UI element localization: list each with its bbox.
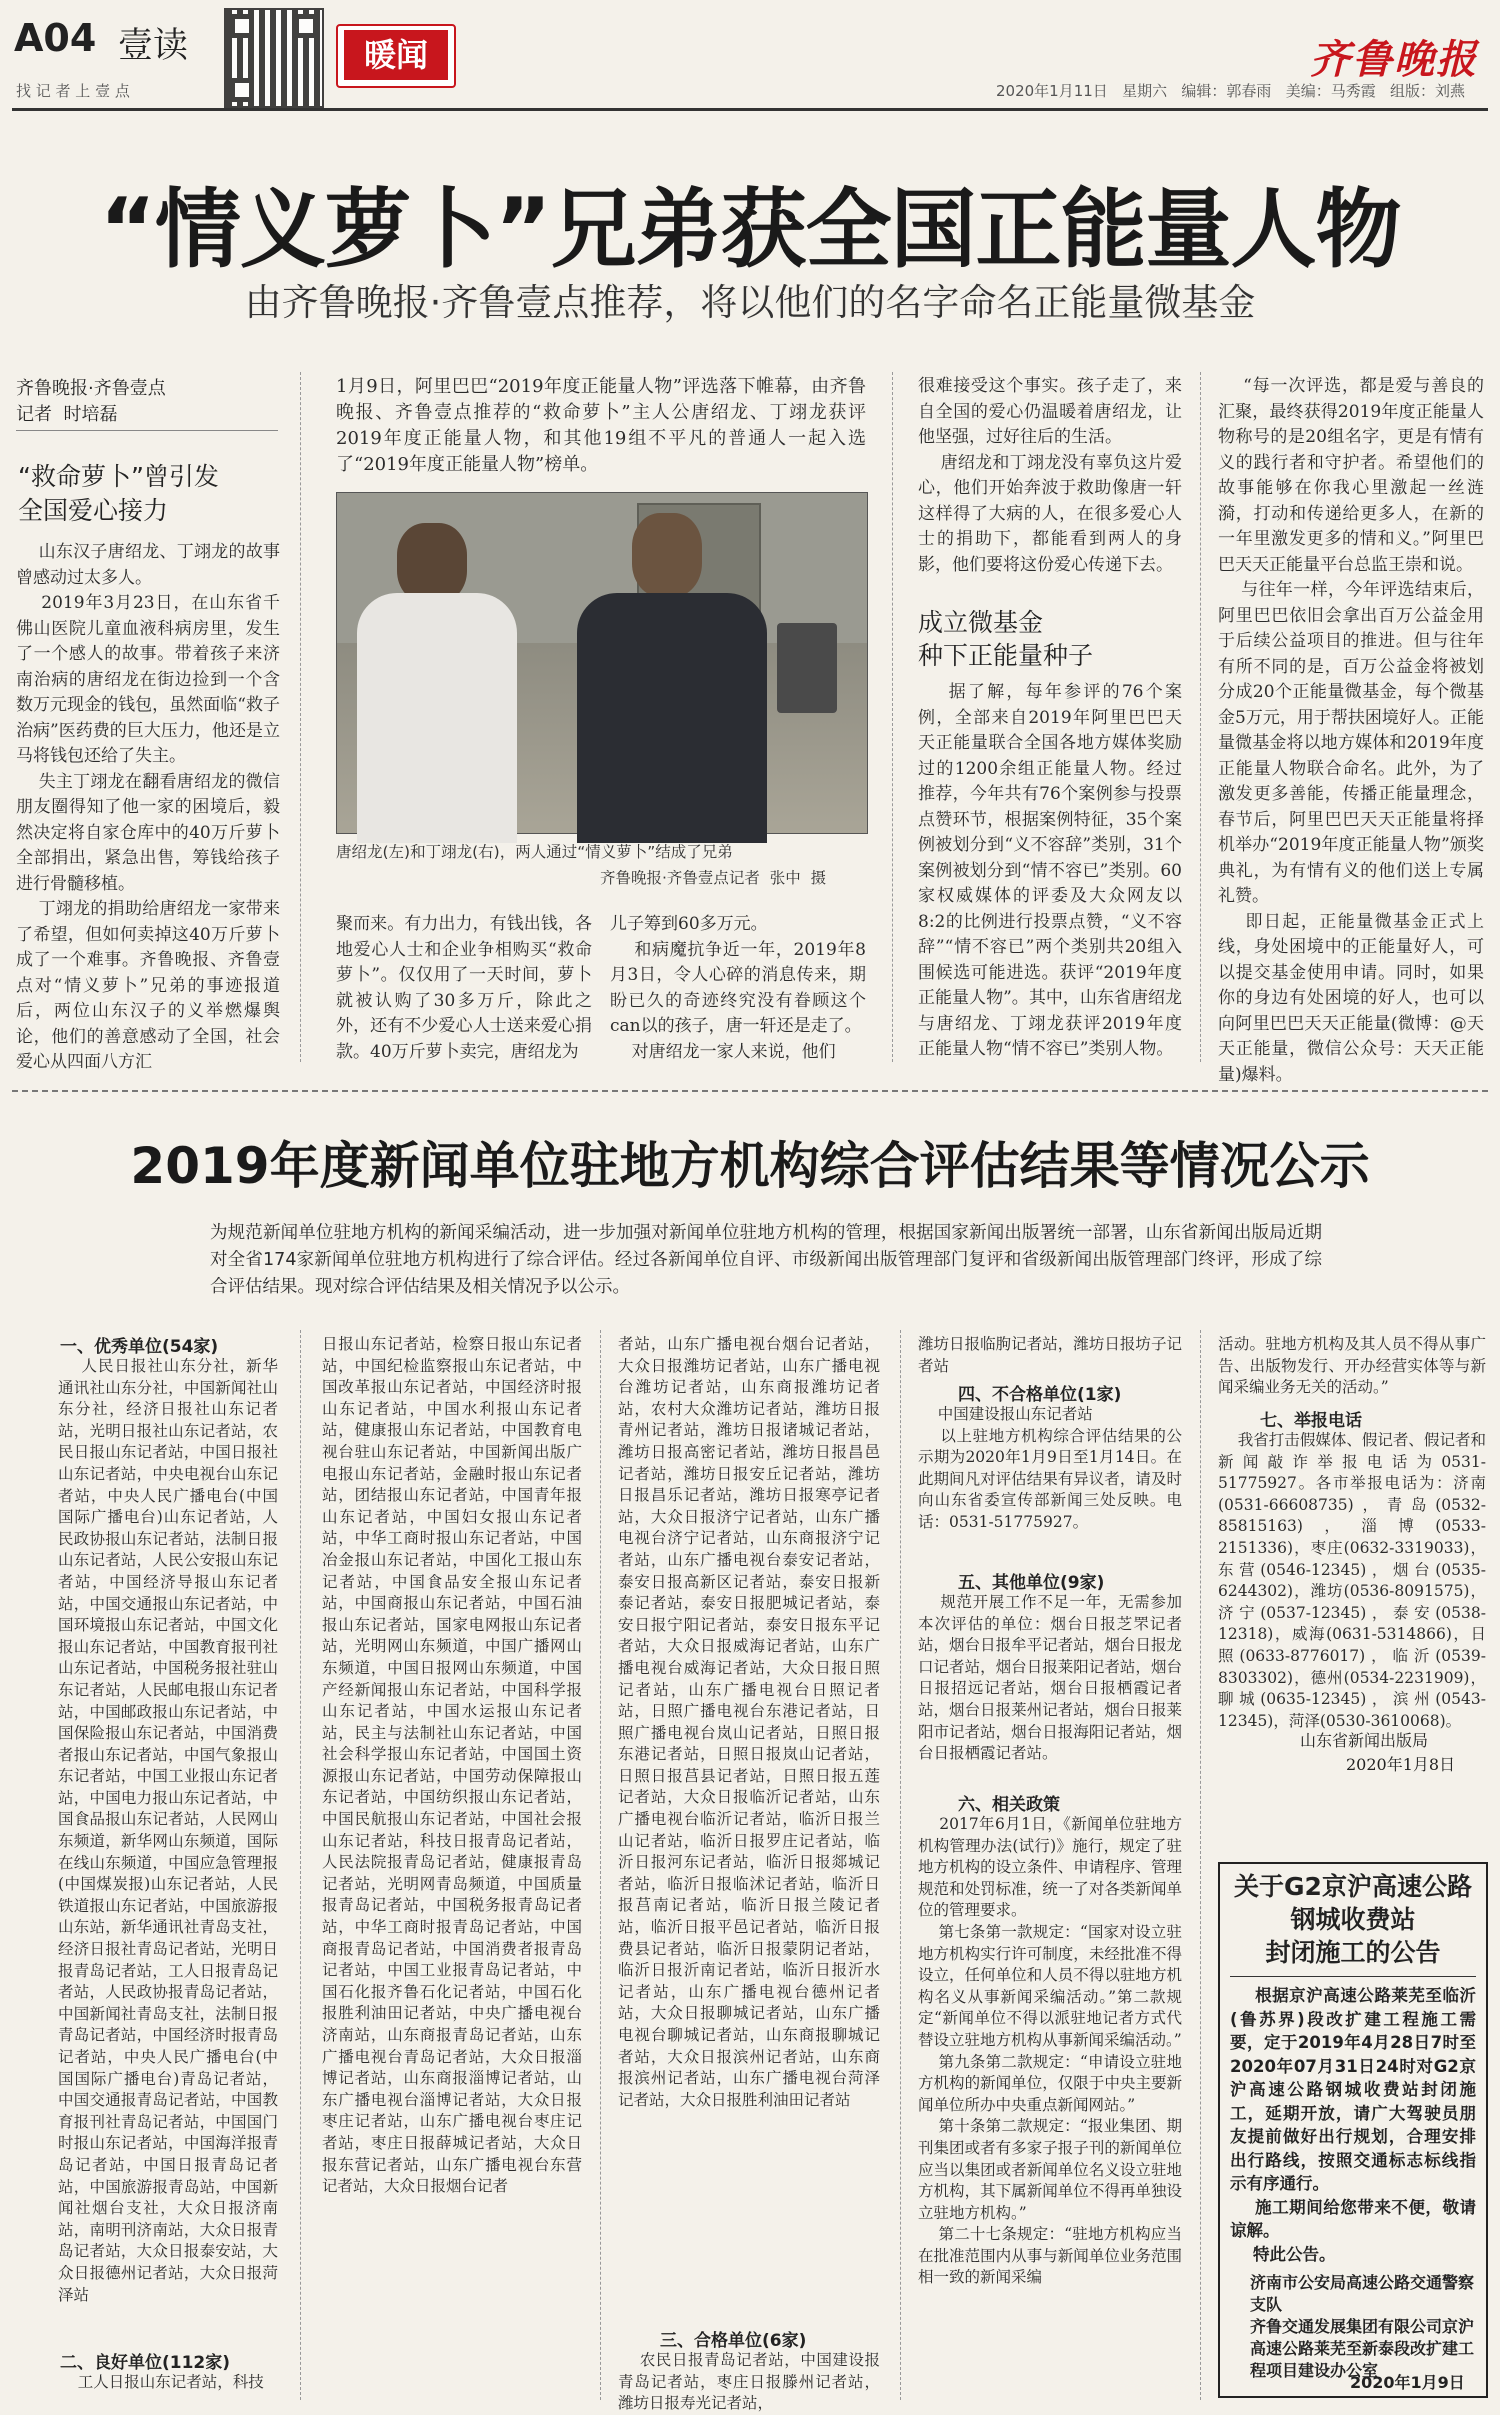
person-right <box>632 513 702 597</box>
byline-outlet: 齐鲁晚报·齐鲁壹点 <box>16 378 166 399</box>
subheading-1: “救命萝卜”曾引发 全国爱心接力 <box>18 462 219 525</box>
story-separator <box>12 1090 1488 1092</box>
brand-logo: 齐鲁晚报 <box>1310 36 1478 83</box>
policy-text-cont: 活动。驻地方机构及其人员不得从事广告、出版物发行、开办经营实体等与新闻采编业务无关的活动。” <box>1218 1335 1486 1397</box>
story1-column-4-bottom: 据了解，每年参评的76个案例，全部来自2019年阿里巴巴天天正能量联合全国各地方媒体奖励过的1200余组正能量人物。经过推荐，今年共有76个案例参与投票点赞环节，根据案例特征，35个案例被划分到“义不容辞”类别，31个案例被划分到“情不容已”类别。60家权威媒体的评委及大众网友以8:2的比例进行投票点赞，“义不容辞”“情不容已”两个类别共20组入围候选可能进选。获评“2019年度正能量人物”。其中，山东省唐绍龙与唐绍龙、丁翊龙获评2019年度正能量人物“情不容已”类别人物。 <box>918 682 1182 1059</box>
story1-column-3-bottom: 儿子筹到60多万元。 和病魔抗争近一年，2019年8月3日，令人心碎的消息传来，期盼已久的奇迹终究没有眷顾这个can以的孩子，唐一轩还是走了。 对唐绍龙一家人来说，他们 <box>610 914 866 1062</box>
news-photo <box>336 492 868 834</box>
slogan: 找 记 者 上 壹 点 <box>16 82 130 100</box>
signature-org: 山东省新闻出版局 <box>1300 1731 1429 1750</box>
byline-reporter: 记者 时培磊 <box>16 404 118 425</box>
notice-rule <box>1230 1976 1476 1977</box>
column-divider <box>600 1330 601 2400</box>
person-left-body <box>357 593 517 843</box>
story1-column-2-bottom: 聚而来。有力出力，有钱出钱，各地爱心人士和企业争相购买“救命萝卜”。仅仅用了一天时间，萝卜就被认购了30多万斤，除此之外，还有不少爱心人士送来爱心捐款。40万斤萝卜卖完，唐绍龙为 <box>336 914 592 1062</box>
story1-subhead: 由齐鲁晚报·齐鲁壹点推荐，将以他们的名字命名正能量微基金 <box>244 281 1256 324</box>
story1-headline: “情义萝卜”兄弟获全国正能量人物 <box>99 180 1401 280</box>
good-list-cont-1: 日报山东记者站，检察日报山东记者站，中国纪检监察报山东记者站，中国改革报山东记者站，中国经济时报山东记者站，中国水利报山东记者站，健康报山东记者站，中国教育电视台驻山东记者站，中国新闻出版广电报山东记者站，金融时报山东记者站，团结报山东记者站，中国青年报山东记者站，中国妇女报山东记者站，中华工商时报山东记者站，中国冶金报山东记者站，中国化工报山东记者站，中国食品安全报山东记者站，中国商报山东记者站，中国石油报山东记者站，国家电网报山东记者站，光明网山东频道，中国广播网山东频道，中国日报网山东频道，中国产经新闻报山东记者站，中国科学报山东记者站，中国水运报山东记者站，民主与法制社山东记者站，中国社会科学报山东记者站，中国国土资源报山东记者站，中国劳动保障报山东记者站，中国纺织报山东记者站，中国民航报山东记者站，中国社会报山东记者站，科技日报青岛记者站，人民法院报青岛记者站，健康报青岛记者站，光明网青岛频道，中国质量报青岛记者站，中国税务报青岛记者站，中华工商时报青岛记者站，中国商报青岛记者站，中国消费者报青岛记者站，中国工业报青岛记者站，中国石化报齐鲁石化记者站，中国石化报胜利油田记者站，中央广播电视台济南站，山东商报青岛记者站，山东广播电视台青岛记者站，大众日报淄博记者站，山东商报淄博记者站，山东广播电视台淄博记者站，大众日报枣庄记者站，山东广播电视台枣庄记者站，枣庄日报薛城记者站，大众日报东营记者站，山东广播电视台东营记者站，大众日报烟台记者 <box>322 1335 582 2196</box>
byline-rule <box>16 430 278 431</box>
other-list: 规范开展工作不足一年，无需参加本次评估的单位：烟台日报芝罘记者站，烟台日报牟平记者站，烟台日报龙口记者站，烟台日报莱阳记者站，烟台日报招远记者站，烟台日报栖霞记者站，烟台日报莱州记者站，烟台日报莱阳市记者站，烟台日报海阳记者站，烟台日报栖霞记者站。 <box>918 1593 1182 1763</box>
fail-list-and-notice: 中国建设报山东记者站 以上驻地方机构综合评估结果的公示期为2020年1月9日至1月14日。在此期间凡对评估结果有异议者，请及时向山东省委宣传部新闻三处反映。电话：0531-51775927。 <box>918 1405 1182 1531</box>
section-tag-label: 暖闻 <box>344 30 448 80</box>
pass-list: 农民日报青岛记者站，中国建设报青岛记者站，枣庄日报滕州记者站，潍坊日报寿光记者站， <box>618 2351 880 2413</box>
notice-date: 2020年1月9日 <box>1350 2373 1465 2392</box>
photo-caption: 唐绍龙(左)和丁翊龙(右)，两人通过“情义萝卜”结成了兄弟 <box>336 843 733 861</box>
notice-body: 根据京沪高速公路莱芜至临沂(鲁苏界)段改扩建工程施工需要，定于2019年4月28日7时至2020年07月31日24时对G2京沪高速公路钢城收费站封闭施工，延期开放，请广大驾驶员朋友提前做好出行规划，合理安排出行路线，按照交通标志标线指示有序通行。 施工期间给您带来不便，敬请谅解。 特此公告。 <box>1230 1986 1476 2264</box>
person-left <box>397 523 467 603</box>
notice-signer-1: 济南市公安局高速公路交通警察支队 <box>1250 2273 1475 2314</box>
section-name: 壹读 <box>118 26 189 66</box>
column-divider <box>300 372 301 1062</box>
story1-lead: 1月9日，阿里巴巴“2019年度正能量人物”评选落下帷幕，由齐鲁晚报、齐鲁壹点推荐的“救命萝卜”主人公唐绍龙、丁翊龙获评2019年度正能量人物，和其他19组不平凡的普通人一起入选了“2019年度正能量人物”榜单。 <box>336 376 866 475</box>
pass-list-cont: 潍坊日报临朐记者站，潍坊日报坊子记者站 <box>918 1335 1182 1375</box>
heading-pass: 三、合格单位(6家) <box>660 2331 807 2351</box>
heading-excellent: 一、优秀单位(54家) <box>60 1337 219 1357</box>
good-list-cont-2: 者站，山东广播电视台烟台记者站，大众日报潍坊记者站，山东广播电视台潍坊记者站，山东商报潍坊记者站，农村大众潍坊记者站，潍坊日报青州记者站，潍坊日报诸城记者站，潍坊日报高密记者站，潍坊日报昌邑记者站，潍坊日报安丘记者站，潍坊日报昌乐记者站，潍坊日报寒亭记者站，大众日报济宁记者站，山东广播电视台济宁记者站，山东商报济宁记者站，山东广播电视台泰安记者站，泰安日报高新区记者站，泰安日报新泰记者站，泰安日报肥城记者站，泰安日报宁阳记者站，泰安日报东平记者站，大众日报威海记者站，山东广播电视台威海记者站，大众日报日照记者站，山东广播电视台日照记者站，日照广播电视台东港记者站，日照广播电视台岚山记者站，日照日报东港记者站，日照日报岚山记者站，日照日报莒县记者站，日照日报五莲记者站，大众日报临沂记者站，山东广播电视台临沂记者站，临沂日报兰山记者站，临沂日报罗庄记者站，临沂日报河东记者站，临沂日报郯城记者站，临沂日报临沭记者站，临沂日报莒南记者站，临沂日报兰陵记者站，临沂日报平邑记者站，临沂日报费县记者站，临沂日报蒙阴记者站，临沂日报沂南记者站，临沂日报沂水记者站，山东广播电视台德州记者站，大众日报聊城记者站，山东广播电视台聊城记者站，山东商报聊城记者站，大众日报滨州记者站，山东商报滨州记者站，山东广播电视台菏泽记者站，大众日报胜利油田记者站 <box>618 1335 880 2109</box>
heading-good: 二、良好单位(112家) <box>60 2353 231 2373</box>
heading-report: 七、举报电话 <box>1260 1411 1362 1431</box>
policy-text: 2017年6月1日，《新闻单位驻地方机构管理办法(试行)》施行，规定了驻地方机构的设立条件、申请程序、管理规范和处罚标准，统一了对各类新闻单位的管理要求。 第七条第一款规定：“国家对设立驻地方机构实行许可制度，未经批准不得设立，任何单位和人员不得以驻地方机构名义从事新闻采编活动。”第二款规定“新闻单位不得以派驻地记者方式代替设立驻地方机构从事新闻采编活动。” 第九条第二款规定：“申请设立驻地方机构的新闻单位，仅限于中央主要新闻单位所办中央重点新闻网站。” 第十条第二款规定：“报业集团、期刊集团或者有多家子报子刊的新闻单位应当以集团或者新闻单位名义设立驻地方机构，其下属新闻单位不得再单独设立驻地方机构。” 第二十七条规定：“驻地方机构应当在批准范围内从事与新闻单位业务范围相一致的新闻采编 <box>918 1815 1182 2287</box>
story2-headline: 2019年度新闻单位驻地方机构综合评估结果等情况公示 <box>130 1137 1370 1195</box>
section-tag <box>336 24 456 88</box>
story1-column-1: 山东汉子唐绍龙、丁翊龙的故事曾感动过太多人。 2019年3月23日，在山东省千佛山医院儿童血液科病房里，发生了一个感人的故事。带着孩子来济南治病的唐绍龙在街边捡到一个含数万元现金的钱包，虽然面临“救子治病”医药费的巨大压力，他还是立马将钱包还给了失主。 失主丁翊龙在翻看唐绍龙的微信朋友圈得知了他一家的困境后，毅然决定将自家仓库中的40万斤萝卜全部捐出，紧急出售，筹钱给孩子进行骨髓移植。 丁翊龙的捐助给唐绍龙一家带来了希望，但如何卖掉这40万斤萝卜成了一个难事。齐鲁晚报、齐鲁壹点对“情义萝卜”兄弟的事迹报道后，两位山东汉子的义举燃爆舆论，他们的善意感动了全国，社会爱心从四面八方汇 <box>16 542 281 1072</box>
person-right-body <box>577 593 767 843</box>
page-number: A04 <box>14 16 97 60</box>
trash-bin <box>777 623 837 713</box>
report-phones: 我省打击假媒体、假记者、假记者和新闻敲诈举报电话为0531-51775927。各市举报电话为：济南(0531-66608735)，青岛(0532-85815163)，淄博(0533-2151336)，枣庄(0632-3319033)，东营(0546-12345)，烟台(0535-6244302)，潍坊(0536-8091575)，济宁(0537-12345)，泰安(0538-12318)，威海(0631-5314866)，日照(0633-8776017)，临沂(0539-8303302)，德州(0534-2231909)，聊城(0635-12345)，滨州(0543-12345)，菏泽(0530-3610068)。 <box>1218 1431 1486 1730</box>
notice-box <box>1218 1862 1488 2398</box>
story1-column-5: “每一次评选，都是爱与善良的汇聚，最终获得2019年度正能量人物称号的是20组名字，更是有情有义的践行者和守护者。希望他们的故事能够在你我心里激起一丝涟漪，打动和传递给更多人，在新的一年里激发更多的情和义。”阿里巴巴天天正能量平台总监王崇和说。 与往年一样，今年评选结束后，阿里巴巴依旧会拿出百万公益金用于后续公益项目的推进。但与往年有所不同的是，百万公益金将被划分成20个正能量微基金，每个微基金5万元，用于帮扶困境好人。正能量微基金将以地方媒体和2019年度正能量人物联合命名。此外，为了激发更多善能，传播正能量理念，春节后，阿里巴巴天天正能量将择机举办“2019年度正能量人物”颁奖典礼，为有情有义的他们送上专属礼赞。 即日起，正能量微基金正式上线，身处困境中的正能量好人，可以提交基金使用申请。同时，如果你的身边有处困境的好人，也可以向阿里巴巴天天正能量(微博：@天天正能量，微信公众号：天天正能量)爆料。 <box>1218 376 1484 1085</box>
story2-intro: 为规范新闻单位驻地方机构的新闻采编活动，进一步加强对新闻单位驻地方机构的管理，根据国家新闻出版署统一部署，山东省新闻出版局近期对全省174家新闻单位驻地方机构进行了综合评估。经过各新闻单位自评、市级新闻出版管理部门复评和省级新闻出版管理部门终评，形成了综合评估结果。现对综合评估结果及相关情况予以公示。 <box>210 1223 1322 1297</box>
notice-title: 关于G2京沪高速公路 钢城收费站 封闭施工的公告 <box>1234 1872 1472 1967</box>
heading-other: 五、其他单位(9家) <box>958 1573 1105 1593</box>
header-rule <box>12 108 1488 111</box>
notice-signer-2: 齐鲁交通发展集团有限公司京沪高速公路莱芜至新泰段改扩建工程项目建设办公室 <box>1250 2317 1475 2380</box>
column-divider <box>900 1330 901 2400</box>
photo-credit: 齐鲁晚报·齐鲁壹点记者 张中 摄 <box>600 869 827 887</box>
excellent-list: 人民日报社山东分社，新华通讯社山东分社，中国新闻社山东分社，经济日报社山东记者站，光明日报社山东记者站，农民日报山东记者站，中国日报社山东记者站，中央电视台山东记者站，中央人民广播电台(中国国际广播电台)山东记者站，人民政协报山东记者站，法制日报山东记者站，人民公安报山东记者站，中国经济导报山东记者站，中国交通报山东记者站，中国环境报山东记者站，中国文化报山东记者站，中国教育报刊社山东记者站，中国税务报社驻山东记者站，人民邮电报山东记者站，中国邮政报山东记者站，中国保险报山东记者站，中国消费者报山东记者站，中国气象报山东记者站，中国工业报山东记者站，中国电力报山东记者站，中国食品报山东记者站，人民网山东频道，新华网山东频道，国际在线山东频道，中国应急管理报(中国煤炭报)山东记者站，人民铁道报山东记者站，中国旅游报山东站，新华通讯社青岛支社，经济日报社青岛记者站，光明日报青岛记者站，工人日报青岛记者站，人民政协报青岛记者站，中国新闻社青岛支社，法制日报青岛记者站，中国经济时报青岛记者站，中央人民广播电台(中国国际广播电台)青岛记者站，中国交通报青岛记者站，中国教育报刊社青岛记者站，中国国门时报山东记者站，中国海洋报青岛记者站，中国日报青岛记者站，中国旅游报青岛站，中国新闻社烟台支社，大众日报济南站，南明刊济南站，大众日报青岛记者站，大众日报泰安站，大众日报德州记者站，大众日报菏泽站 <box>58 1357 278 2304</box>
qr-code-icon <box>224 8 324 108</box>
good-list-start: 工人日报山东记者站，科技 <box>58 2373 264 2391</box>
story1-column-4-top: 很难接受这个事实。孩子走了，来自全国的爱心仍温暖着唐绍龙，让他坚强，过好往后的生活。 唐绍龙和丁翊龙没有辜负这片爱心，他们开始奔波于救助像唐一轩这样得了大病的人，在很多爱心人士的捐助下，都能看到两人的身影，他们要将这份爱心传递下去。 <box>918 376 1183 575</box>
heading-fail: 四、不合格单位(1家) <box>958 1385 1122 1405</box>
issue-meta: 2020年1月11日 星期六 编辑：郭春雨 美编：马秀霞 组版：刘燕 <box>996 82 1466 100</box>
subheading-2: 成立微基金 种下正能量种子 <box>918 608 1094 670</box>
column-divider <box>1200 1330 1201 2400</box>
column-divider <box>892 372 893 1062</box>
signature-date: 2020年1月8日 <box>1346 1755 1456 1774</box>
column-divider <box>300 1330 301 2400</box>
column-divider <box>1200 372 1201 1062</box>
heading-policy: 六、相关政策 <box>958 1795 1060 1815</box>
